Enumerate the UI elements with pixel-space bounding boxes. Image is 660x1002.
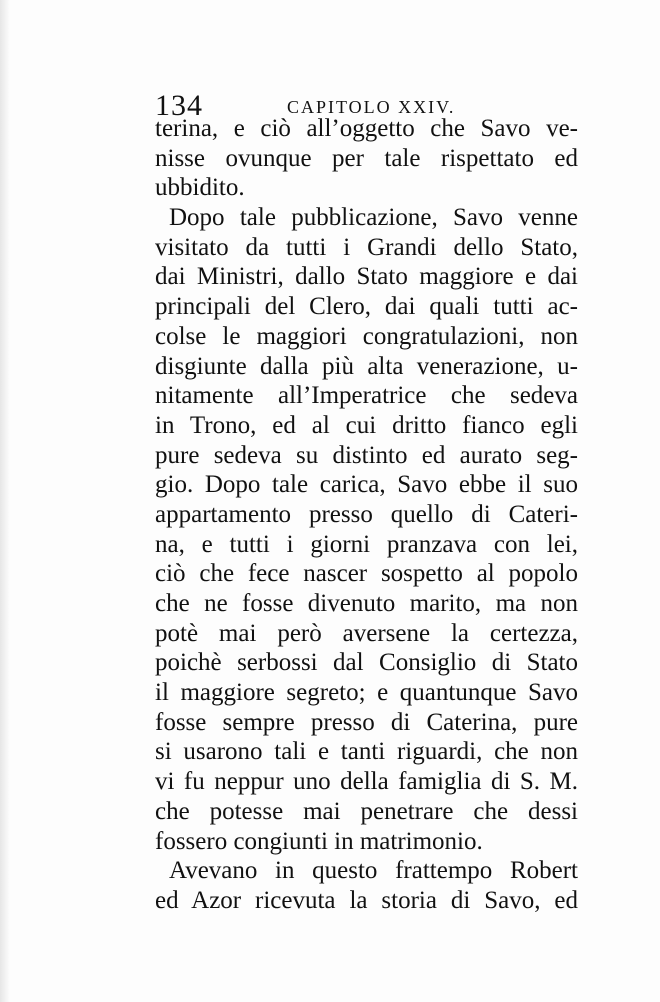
text-line: si usarono tali e tanti riguardi, che non <box>155 738 578 766</box>
text-line: che potesse mai penetrare che dessi <box>155 797 578 825</box>
text-line: na, e tutti i giorni pranzava con lei, <box>155 530 578 558</box>
text-line: appartamento presso quello di Cateri- <box>155 500 578 528</box>
text-line: che ne fosse divenuto marito, ma non <box>155 590 578 617</box>
text-line: pure sedeva su distinto ed aurato seg- <box>155 441 578 469</box>
page-number: 134 <box>155 89 203 122</box>
text-line: disgiunte dalla più alta venerazione, u- <box>155 352 578 380</box>
text-line: in Trono, ed al cui dritto fianco egli <box>155 411 578 439</box>
body-text <box>155 114 578 916</box>
text-line: dai Ministri, dallo Stato maggiore e dai <box>155 263 578 291</box>
text-line: poichè serbossi dal Consiglio di Stato <box>155 649 578 677</box>
text-line: principali del Clero, dai quali tutti ac- <box>155 293 578 321</box>
gutter-shadow <box>0 0 10 1002</box>
text-line: nitamente all’Imperatrice che sedeva <box>155 382 578 410</box>
text-line: gio. Dopo tale carica, Savo ebbe il suo <box>155 471 578 499</box>
running-head: CAPITOLO XXIV. <box>287 97 456 117</box>
text-line: Avevano in questo frattempo Robert <box>169 857 578 885</box>
text-line: il maggiore segreto; e quantunque Savo <box>155 679 578 707</box>
text-line: fossero congiunti in matrimonio. <box>155 827 483 855</box>
text-line: visitato da tutti i Grandi dello Stato, <box>155 233 578 261</box>
text-line: terina, e ciò all’oggetto che Savo ve- <box>155 115 578 142</box>
text-line: colse le maggiori congratulazioni, non <box>155 322 578 350</box>
text-line: fosse sempre presso di Caterina, pure <box>155 708 578 736</box>
text-line: Dopo tale pubblicazione, Savo venne <box>169 204 578 232</box>
text-line: nisse ovunque per tale rispettato ed <box>155 144 578 172</box>
text-line: ed Azor ricevuta la storia di Savo, ed <box>155 886 578 914</box>
text-line: ubbidito. <box>155 174 245 202</box>
text-line: ciò che fece nascer sospetto al popolo <box>155 560 578 588</box>
text-line: vi fu neppur uno della famiglia di S. M. <box>155 768 578 796</box>
text-line: potè mai però aversene la certezza, <box>155 619 578 647</box>
